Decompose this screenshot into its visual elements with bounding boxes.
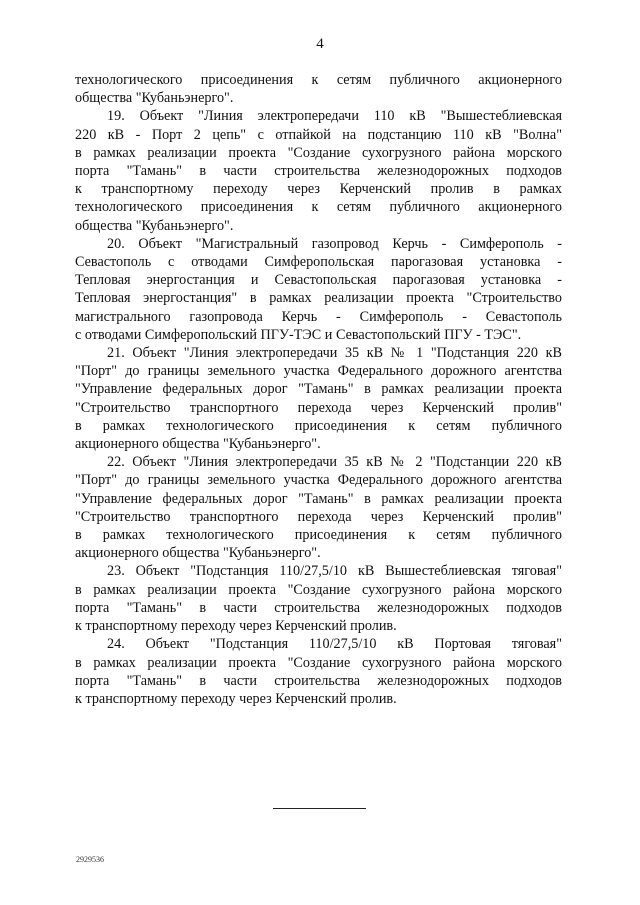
text-line: "Строительство транспортного перехода через Керченский пролив"	[75, 399, 562, 416]
text-line: в рамках технологического присоединения к сетям публичного	[75, 417, 562, 434]
end-separator-line	[273, 808, 366, 809]
text-line: 20. Объект "Магистральный газопровод Керчь - Симферополь -	[107, 235, 562, 252]
text-line: "Порт" до границы земельного участка Федерального дорожного агентства	[75, 363, 562, 380]
text-line: порта "Тамань" в части строительства железнодорожных подходов	[75, 672, 562, 689]
text-line: к транспортному переходу через Керченский пролив в рамках	[75, 181, 562, 198]
text-line: порта "Тамань" в части строительства железнодорожных подходов	[75, 163, 562, 180]
text-line: в рамках технологического присоединения к сетям публичного	[75, 527, 562, 544]
text-line: Севастополь с отводами Симферопольская парогазовая установка -	[75, 254, 562, 271]
text-line: к транспортному переходу через Керченский пролив.	[75, 690, 397, 707]
text-line: "Управление федеральных дорог "Тамань" в рамках реализации проекта	[75, 381, 562, 398]
text-line: 19. Объект "Линия электропередачи 110 кВ "Вышестеблиевская	[107, 108, 562, 125]
paragraph-item-23	[75, 562, 562, 635]
text-line: с отводами Симферопольский ПГУ-ТЭС и Севастопольский ПГУ - ТЭС".	[75, 326, 522, 343]
text-line: к транспортному переходу через Керченский пролив.	[75, 618, 397, 635]
paragraph-item-20	[75, 235, 562, 344]
text-line: "Управление федеральных дорог "Тамань" в рамках реализации проекта	[75, 490, 562, 507]
paragraph-item-24	[75, 635, 562, 708]
text-line: в рамках реализации проекта "Создание сухогрузного района морского	[75, 581, 562, 598]
text-line: акционерного общества "Кубаньэнерго".	[75, 436, 321, 453]
text-line: общества "Кубаньэнерго".	[75, 90, 234, 107]
text-line: акционерного общества "Кубаньэнерго".	[75, 545, 321, 562]
text-line: "Строительство транспортного перехода через Керченский пролив"	[75, 508, 562, 525]
document-code: 2929536	[76, 855, 104, 864]
text-line: технологического присоединения к сетям публичного акционерного	[75, 199, 562, 216]
text-line: в рамках реализации проекта "Создание сухогрузного района морского	[75, 654, 562, 671]
text-line: в рамках реализации проекта "Создание сухогрузного района морского	[75, 144, 562, 161]
page-number: 4	[316, 36, 324, 52]
text-line: 24. Объект "Подстанция 110/27,5/10 кВ Портовая тяговая"	[107, 636, 562, 653]
text-line: 21. Объект "Линия электропередачи 35 кВ № 1 "Подстанция 220 кВ	[107, 345, 562, 362]
text-line: технологического присоединения к сетям публичного акционерного	[75, 72, 562, 88]
text-line: 22. Объект "Линия электропередачи 35 кВ № 2 "Подстанции 220 кВ	[107, 454, 562, 471]
text-line: Тепловая энергостанция и Севастопольская парогазовая установка -	[75, 272, 562, 289]
text-line: 23. Объект "Подстанция 110/27,5/10 кВ Вышестеблиевская тяговая"	[107, 563, 562, 580]
text-line: общества "Кубаньэнерго".	[75, 217, 234, 234]
paragraph-continuation	[75, 71, 562, 107]
paragraph-item-21	[75, 344, 562, 453]
document-body	[75, 71, 562, 708]
paragraph-item-22	[75, 453, 562, 562]
text-line: порта "Тамань" в части строительства железнодорожных подходов	[75, 599, 562, 616]
text-line: 220 кВ - Порт 2 цепь" с отпайкой на подстанцию 110 кВ "Волна"	[75, 126, 562, 143]
paragraph-item-19	[75, 107, 562, 234]
text-line: магистрального газопровода Керчь - Симферополь - Севастополь	[75, 308, 562, 325]
text-line: Тепловая энергостанция" в рамках реализации проекта "Строительство	[75, 290, 562, 307]
text-line: "Порт" до границы земельного участка Федерального дорожного агентства	[75, 472, 562, 489]
